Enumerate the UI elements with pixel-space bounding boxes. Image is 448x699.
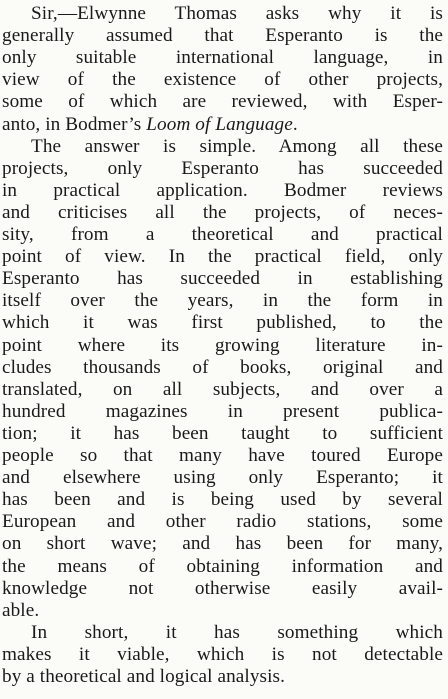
text-line xyxy=(2,578,443,600)
text-line xyxy=(2,666,443,688)
text-line xyxy=(2,158,443,180)
text-line xyxy=(31,622,443,644)
text-run: . xyxy=(292,113,298,135)
text-run: cludes thousands of books, original and xyxy=(2,356,443,378)
text-line xyxy=(2,533,443,555)
text-run: the means of obtaining information and xyxy=(2,555,443,577)
text-line xyxy=(2,114,443,136)
text-line xyxy=(2,401,443,423)
text-run: in practical application. Bodmer reviews xyxy=(2,179,443,201)
text-line xyxy=(2,47,443,69)
text-line xyxy=(2,91,443,113)
text-run: makes it viable, which is not detectable xyxy=(2,643,443,665)
text-line xyxy=(2,489,443,511)
text-line xyxy=(31,136,443,158)
text-line xyxy=(2,467,443,489)
text-run: has been and is being used by several xyxy=(2,489,443,511)
text-run: and elsewhere using only Esperanto; it xyxy=(2,467,443,489)
text-line xyxy=(2,445,443,467)
text-run: which it was first published, to the xyxy=(2,312,443,334)
text-line xyxy=(2,268,443,290)
text-line xyxy=(2,202,443,224)
text-line xyxy=(2,644,443,666)
text-run: Sir,—Elwynne Thomas asks why it is xyxy=(31,3,443,24)
text-line xyxy=(2,69,443,91)
text-run: only suitable international language, in xyxy=(2,47,443,69)
text-line xyxy=(31,3,443,25)
text-run: hundred magazines in present publica- xyxy=(2,400,443,422)
text-run: sity, from a theoretical and practical xyxy=(2,224,443,245)
text-run: In short, it has something which xyxy=(31,621,443,643)
text-run: people so that many have toured Europe xyxy=(2,445,443,466)
text-run: and criticises all the projects, of neces- xyxy=(2,201,443,223)
text-line xyxy=(2,423,443,445)
text-run: tion; it has been taught to sufficient xyxy=(2,422,443,444)
text-run: view of the existence of other projects, xyxy=(2,69,443,91)
text-run: on short wave; and has been for many, xyxy=(2,533,443,555)
text-run: projects, only Esperanto has succeeded xyxy=(2,157,443,179)
text-run: Esperanto has succeeded in establishing xyxy=(2,268,443,290)
text-run: some of which are reviewed, with Esper- xyxy=(2,91,443,113)
text-run: translated, on all subjects, and over a xyxy=(2,378,443,400)
text-run: able. xyxy=(2,599,40,621)
book-title: Loom of Language xyxy=(146,113,293,135)
text-line xyxy=(2,379,443,401)
text-run: point of view. In the practical field, only xyxy=(2,246,443,268)
text-line xyxy=(2,556,443,578)
text-line xyxy=(2,511,443,533)
text-line xyxy=(2,224,443,246)
text-line xyxy=(2,180,443,202)
text-run: itself over the years, in the form in xyxy=(2,290,443,312)
text-run: The answer is simple. Among all these xyxy=(31,135,443,157)
text-run: knowledge not otherwise easily avail- xyxy=(2,577,443,599)
text-run: European and other radio stations, some xyxy=(2,511,443,533)
text-line xyxy=(2,357,443,379)
text-line xyxy=(2,290,443,312)
text-line xyxy=(2,312,443,334)
text-line xyxy=(2,25,443,47)
text-run: anto, in Bodmer’s xyxy=(2,113,147,135)
text-line xyxy=(2,600,443,622)
text-line xyxy=(2,335,443,357)
text-run: point where its growing literature in- xyxy=(2,334,443,356)
text-run: generally assumed that Esperanto is the xyxy=(2,25,443,47)
text-line xyxy=(2,246,443,268)
text-run: by a theoretical and logical analysis. xyxy=(2,666,285,687)
